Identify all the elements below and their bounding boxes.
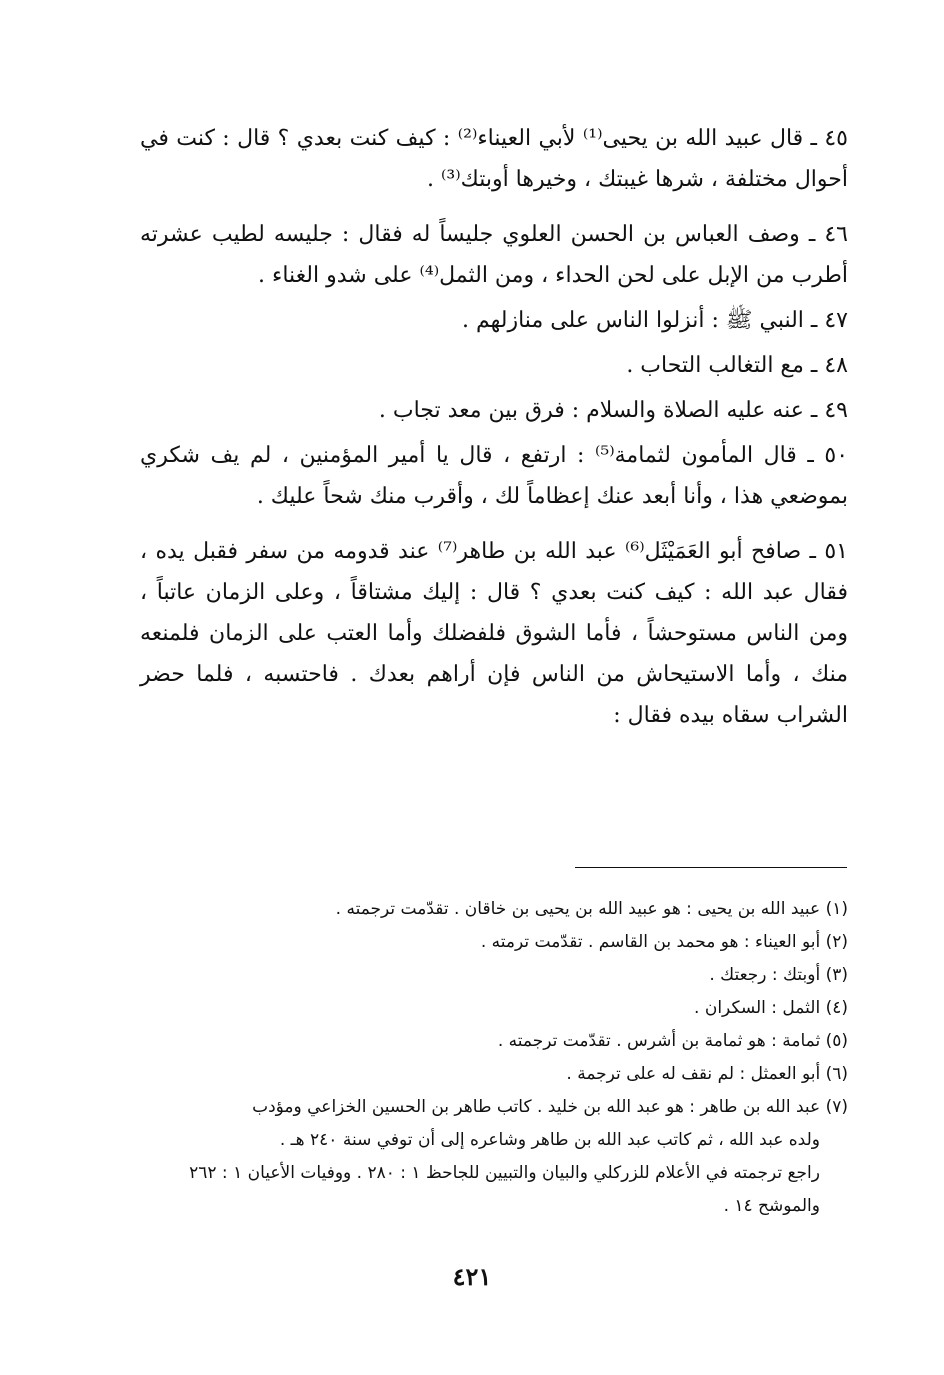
footnote-7-references: راجع ترجمته في الأعلام للزركلي والبيان والتبيين للجاحظ ١ : ٢٨٠ . ووفيات الأعيان ١ : ٢٦٢ والموشح ١٤ . bbox=[189, 1163, 820, 1216]
page-number: ٤٢١ bbox=[452, 1262, 492, 1291]
main-text bbox=[140, 118, 848, 740]
footnote-5: (٥) ثمامة : هو ثمامة بن أشرس . تقدّمت ترجمته . bbox=[497, 1031, 848, 1051]
footnote-1: (١) عبيد الله بن يحيى : هو عبيد الله بن يحيى بن خاقان . تقدّمت ترجمته . bbox=[335, 899, 848, 919]
footnote-6: (٦) أبو العمثل : لم نقف له على ترجمة . bbox=[566, 1064, 848, 1084]
paragraph-46: ٤٦ ـ وصف العباس بن الحسن العلوي جليساً له فقال : جليسه لطيب عشرته أطرب من الإبل على لحن الحداء ، ومن الثمل⁽⁴⁾ على شدو الغناء . bbox=[140, 222, 848, 288]
footnote-7: (٧) عبد الله بن طاهر : هو عبد الله بن خليد . كاتب طاهر بن الحسين الخزاعي ومؤدب bbox=[252, 1097, 848, 1117]
paragraph-51: ٥١ ـ صافح أبو العَمَيْثَل⁽⁶⁾ عبد الله بن طاهر⁽⁷⁾ عند قدومه من سفر فقبل يده ، فقال عبد الله : كيف كنت بعدي ؟ قال : إليك مشتاقاً ، وعلى الزمان عاتباً ، ومن الناس مستوحشاً ، فأما الشوق فلفضلك وأما العتب على الزمان فلمنعه منك ، وأما الاستيحاش من الناس فإن أراهم بعدك . فاحتسبه ، فلما حضر الشراب سقاه بيده فقال : bbox=[140, 539, 848, 728]
paragraph-48: ٤٨ ـ مع التغالب التحاب . bbox=[626, 353, 848, 378]
paragraph-45: ٤٥ ـ قال عبيد الله بن يحيى⁽¹⁾ لأبي العيناء⁽²⁾ : كيف كنت بعدي ؟ قال : كنت في أحوال مختلفة ، شرها غيبتك ، وخيرها أوبتك⁽³⁾ . bbox=[140, 126, 848, 192]
paragraph-50: ٥٠ ـ قال المأمون لثمامة⁽⁵⁾ : ارتفع ، قال يا أمير المؤمنين ، لم يف شكري بموضعي هذا ، وأنا أبعد عنك إعظاماً لك ، وأقرب منك شحاً عليك . bbox=[140, 443, 849, 509]
footnote-2: (٢) أبو العيناء : هو محمد بن القاسم . تقدّمت ترمته . bbox=[480, 932, 848, 952]
paragraph-49: ٤٩ ـ عنه عليه الصلاة والسلام : فرق بين معد تجاب . bbox=[378, 398, 848, 423]
footnotes bbox=[140, 893, 848, 1223]
footnote-3: (٣) أوبتك : رجعتك . bbox=[709, 965, 848, 985]
footnote-7-continued: ولده عبد الله ، ثم كاتب عبد الله بن طاهر وشاعره إلى أن توفي سنة ٢٤٠ هـ . bbox=[279, 1130, 820, 1150]
footnote-divider bbox=[575, 867, 847, 868]
paragraph-47: ٤٧ ـ النبي ﷺ : أنزلوا الناس على منازلهم . bbox=[462, 308, 848, 333]
footnote-4: (٤) الثمل : السكران . bbox=[694, 998, 848, 1018]
